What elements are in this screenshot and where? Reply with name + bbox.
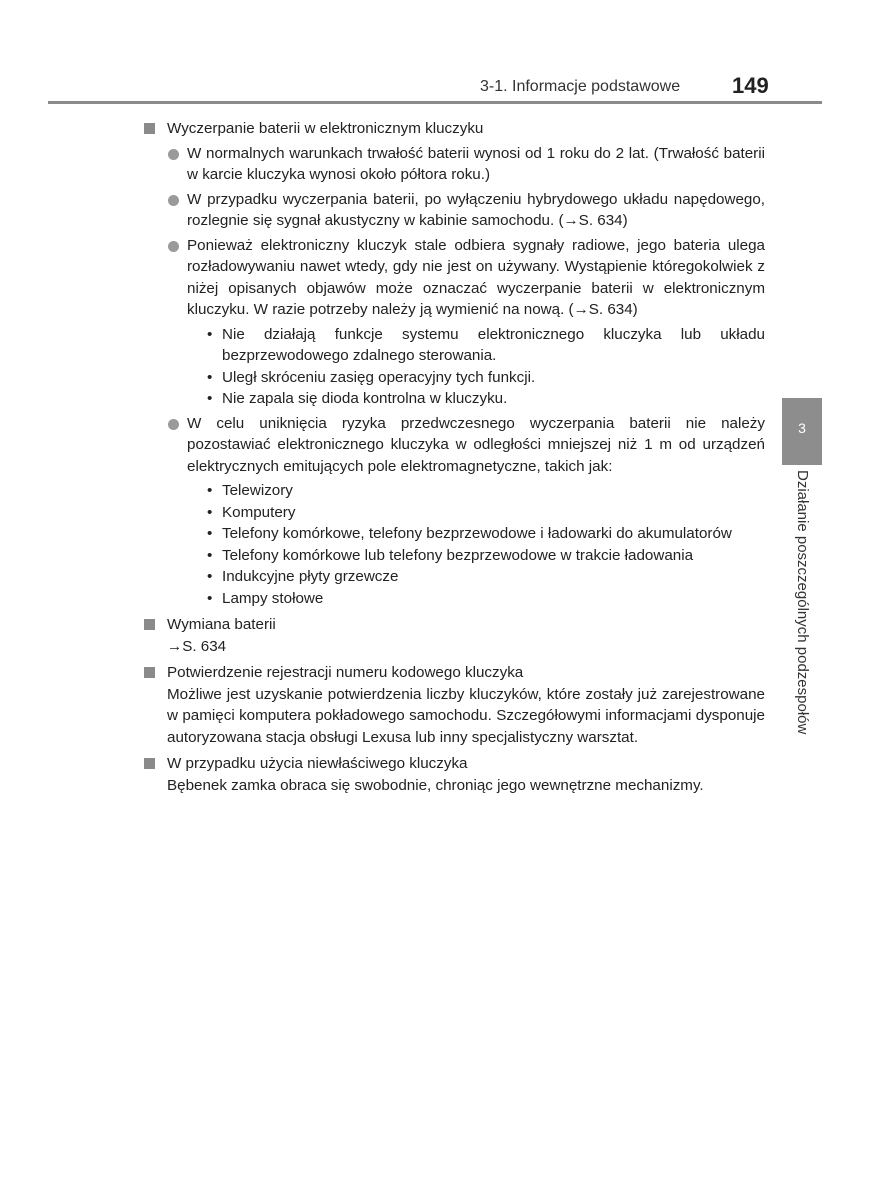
square-bullet-icon: [144, 667, 155, 678]
sub-list: [207, 324, 765, 410]
square-bullet-icon: [144, 123, 155, 134]
list-item-text: Ponieważ elektroniczny kluczyk stale odbiera sygnały radiowe, jego bateria ulega rozładowywaniu nawet wtedy, gdy nie jest on używany. Wystąpienie któregokolwiek z niżej opisanych objawów może oznaczać wyczerpanie baterii w elektronicznym kluczyku. W razie potrzeby należy ją wymienić na nową. (→S. 634): [187, 236, 765, 318]
bullet-icon: •: [207, 503, 213, 521]
circle-bullet-icon: [168, 241, 179, 252]
circle-bullet-icon: [168, 195, 179, 206]
chapter-tab: [782, 398, 822, 465]
sub-list-item-text: Telefony komórkowe lub telefony bezprzewodowe w trakcie ładowania: [222, 546, 694, 564]
sub-list-item-text: Uległ skróceniu zasięg operacyjny tych funkcji.: [222, 368, 536, 386]
section-title: Wymiana baterii: [167, 616, 276, 633]
bullet-icon: •: [207, 568, 213, 585]
running-header-section: 3-1. Informacje podstawowe: [480, 78, 681, 95]
list-item: [167, 235, 765, 410]
header-divider: [48, 101, 822, 104]
square-bullet-icon: [144, 758, 155, 769]
sub-list-item-text: Nie działają funkcje systemu elektronicznego kluczyka lub układu bezprzewodowego zdalnego sterowania.: [222, 325, 765, 364]
circle-bullet-icon: [168, 149, 179, 160]
sub-list-item: [207, 588, 765, 610]
bullet-icon: •: [207, 589, 213, 607]
list-item: [167, 143, 765, 186]
bullet-icon: •: [207, 546, 213, 564]
sub-list-item-text: Telefony komórkowe, telefony bezprzewodowe i ładowarki do akumulatorów: [222, 525, 732, 542]
sub-list-item: [207, 523, 765, 545]
section-title: Wyczerpanie baterii w elektronicznym kluczyku: [167, 120, 484, 137]
section-title: W przypadku użycia niewłaściwego kluczyka: [167, 755, 468, 772]
page-content: [143, 118, 765, 796]
list-item: [167, 413, 765, 610]
sub-list-item: [207, 502, 765, 524]
section-heading: [143, 614, 765, 636]
sub-list-item: [207, 324, 765, 367]
bullet-icon: •: [207, 325, 213, 343]
sub-list-item: [207, 388, 765, 410]
list-item-text: W normalnych warunkach trwałość baterii wynosi od 1 roku do 2 lat. (Trwałość baterii w karcie kluczyka wynosi około półtora roku.): [187, 144, 765, 183]
sub-list-item-text: Lampy stołowe: [222, 589, 324, 607]
section-body: [167, 143, 765, 610]
chapter-title-vertical: Działanie poszczególnych podzespołów: [794, 470, 811, 735]
bullet-icon: •: [207, 390, 213, 407]
sub-list-item-text: Nie zapala się dioda kontrolna w kluczyku.: [222, 390, 508, 407]
page-number: 149: [732, 73, 769, 98]
bullet-icon: •: [207, 368, 213, 386]
sub-list-item-text: Indukcyjne płyty grzewcze: [222, 568, 399, 585]
bullet-icon: •: [207, 525, 213, 542]
bullet-icon: •: [207, 482, 213, 499]
page-reference: →S. 634: [167, 637, 227, 655]
list-item: [167, 189, 765, 232]
circle-bullet-icon: [168, 419, 179, 430]
list-item-text: W celu uniknięcia ryzyka przedwczesnego wyczerpania baterii nie należy pozostawiać elektronicznego kluczyka w odległości mniejszej niż 1 m od urządzeń elektrycznych emitujących pole elektromagnetyczne, takich jak:: [187, 414, 765, 475]
sub-list-item: [207, 545, 765, 567]
list-item-text: W przypadku wyczerpania baterii, po wyłączeniu hybrydowego układu napędowego, rozlegnie się sygnał akustyczny w kabinie samochodu. (→S. 634): [187, 190, 765, 229]
sub-list-item: [207, 480, 765, 502]
sub-list: [207, 480, 765, 609]
sub-list-item: [207, 566, 765, 588]
section-heading: [143, 118, 765, 140]
section-paragraph: Bębenek zamka obraca się swobodnie, chroniąc jego wewnętrzne mechanizmy.: [167, 776, 704, 794]
section-title: Potwierdzenie rejestracji numeru kodowego kluczyka: [167, 664, 524, 681]
sub-list-item: [207, 367, 765, 389]
sub-list-item-text: Komputery: [222, 503, 296, 521]
section-heading: [143, 662, 765, 684]
square-bullet-icon: [144, 619, 155, 630]
section-paragraph: Możliwe jest uzyskanie potwierdzenia liczby kluczyków, które zostały już zarejestrowane w pamięci komputera pokładowego samochodu. Szczegółowymi informacjami dysponuje autoryzowana stacja obsługi Lexusa lub inny specjalistyczny warsztat.: [167, 685, 765, 746]
sub-list-item-text: Telewizory: [222, 482, 293, 499]
chapter-number: 3: [798, 420, 806, 436]
section-heading: [143, 753, 765, 775]
